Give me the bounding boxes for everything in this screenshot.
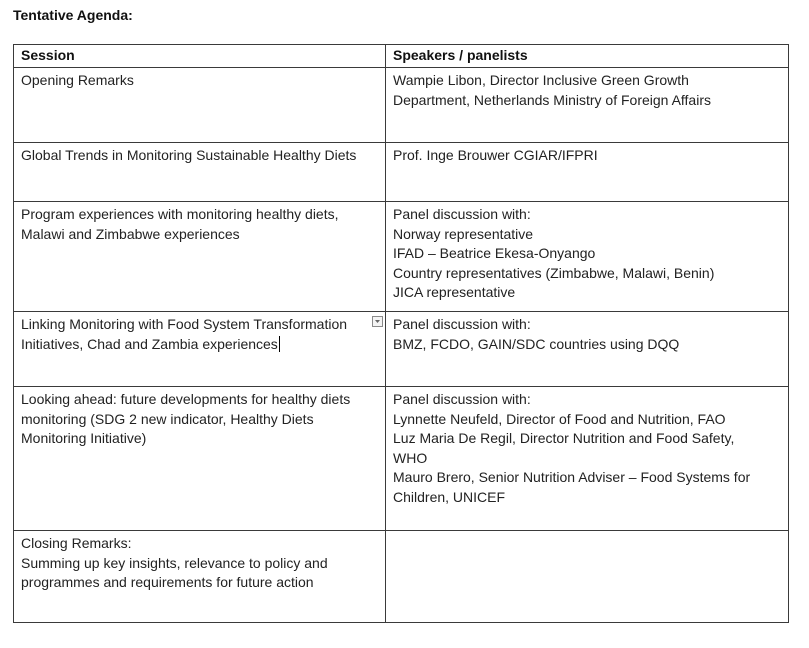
speakers-text-line: Children, UNICEF	[393, 488, 506, 505]
speakers-text-line: IFAD – Beatrice Ekesa-Onyango	[393, 245, 596, 261]
session-cell[interactable]	[14, 387, 386, 531]
speakers-cell[interactable]	[386, 202, 789, 312]
speakers-text-line: Luz Maria De Regil, Director Nutrition and Food Safety,	[393, 430, 735, 446]
table-header-row	[14, 45, 789, 68]
table-row	[14, 312, 789, 387]
session-text-line: Global Trends in Monitoring Sustainable Healthy Diets	[21, 147, 357, 163]
session-text-line: Monitoring Initiative)	[21, 430, 147, 446]
session-text: Initiatives, Chad and Zambia experiences	[21, 335, 278, 352]
session-text-line: Opening Remarks	[21, 72, 134, 88]
session-text-line: programmes and requirements for future action	[21, 574, 314, 590]
speakers-text-line: Panel discussion with:	[393, 316, 531, 332]
table-row	[14, 68, 789, 143]
session-text-line: Summing up key insights, relevance to policy and	[21, 554, 328, 571]
session-text-line: Looking ahead: future developments for healthy diets	[21, 391, 351, 407]
speakers-cell[interactable]	[386, 143, 789, 202]
speakers-text-line: JICA representative	[393, 284, 516, 300]
speakers-text-line: Department, Netherlands Ministry of Foreign Affairs	[393, 91, 711, 108]
session-cell[interactable]	[14, 68, 386, 143]
header-speakers[interactable]: Speakers / panelists	[386, 45, 789, 68]
session-cell[interactable]	[14, 143, 386, 202]
speakers-text-line: Panel discussion with:	[393, 206, 531, 222]
speakers-text-line: Country representatives (Zimbabwe, Malawi, Benin)	[393, 264, 715, 281]
agenda-table	[13, 44, 789, 623]
speakers-text-line: Norway representative	[393, 225, 534, 242]
speakers-text-line: Mauro Brero, Senior Nutrition Adviser – Food Systems for	[393, 469, 751, 485]
session-text-line-with-cursor	[21, 335, 378, 355]
header-session[interactable]: Session	[14, 45, 386, 68]
session-text-line: Program experiences with monitoring healthy diets,	[21, 206, 339, 222]
chevron-down-icon[interactable]	[372, 316, 383, 327]
speakers-cell-empty[interactable]	[386, 531, 789, 623]
speakers-text-line: Prof. Inge Brouwer CGIAR/IFPRI	[393, 147, 598, 163]
session-cell[interactable]	[14, 312, 386, 387]
speakers-text-line: BMZ, FCDO, GAIN/SDC countries using DQQ	[393, 335, 680, 352]
session-text-line: monitoring (SDG 2 new indicator, Healthy Diets	[21, 410, 314, 427]
session-cell[interactable]	[14, 202, 386, 312]
speakers-text-line: Wampie Libon, Director Inclusive Green Growth	[393, 72, 689, 88]
speakers-cell[interactable]	[386, 387, 789, 531]
session-cell[interactable]	[14, 531, 386, 623]
table-row	[14, 202, 789, 312]
speakers-cell[interactable]	[386, 312, 789, 387]
table-row	[14, 531, 789, 623]
table-row	[14, 143, 789, 202]
speakers-cell[interactable]	[386, 68, 789, 143]
speakers-text-line: Panel discussion with:	[393, 391, 531, 407]
speakers-text-line: Lynnette Neufeld, Director of Food and Nutrition, FAO	[393, 410, 726, 427]
text-cursor	[279, 336, 280, 352]
session-text-line: Closing Remarks:	[21, 535, 132, 551]
table-row	[14, 387, 789, 531]
session-text-line: Linking Monitoring with Food System Transformation	[21, 316, 348, 332]
speakers-text-line: WHO	[393, 449, 428, 466]
page-title: Tentative Agenda:	[13, 7, 133, 23]
session-text-line: Malawi and Zimbabwe experiences	[21, 225, 240, 242]
